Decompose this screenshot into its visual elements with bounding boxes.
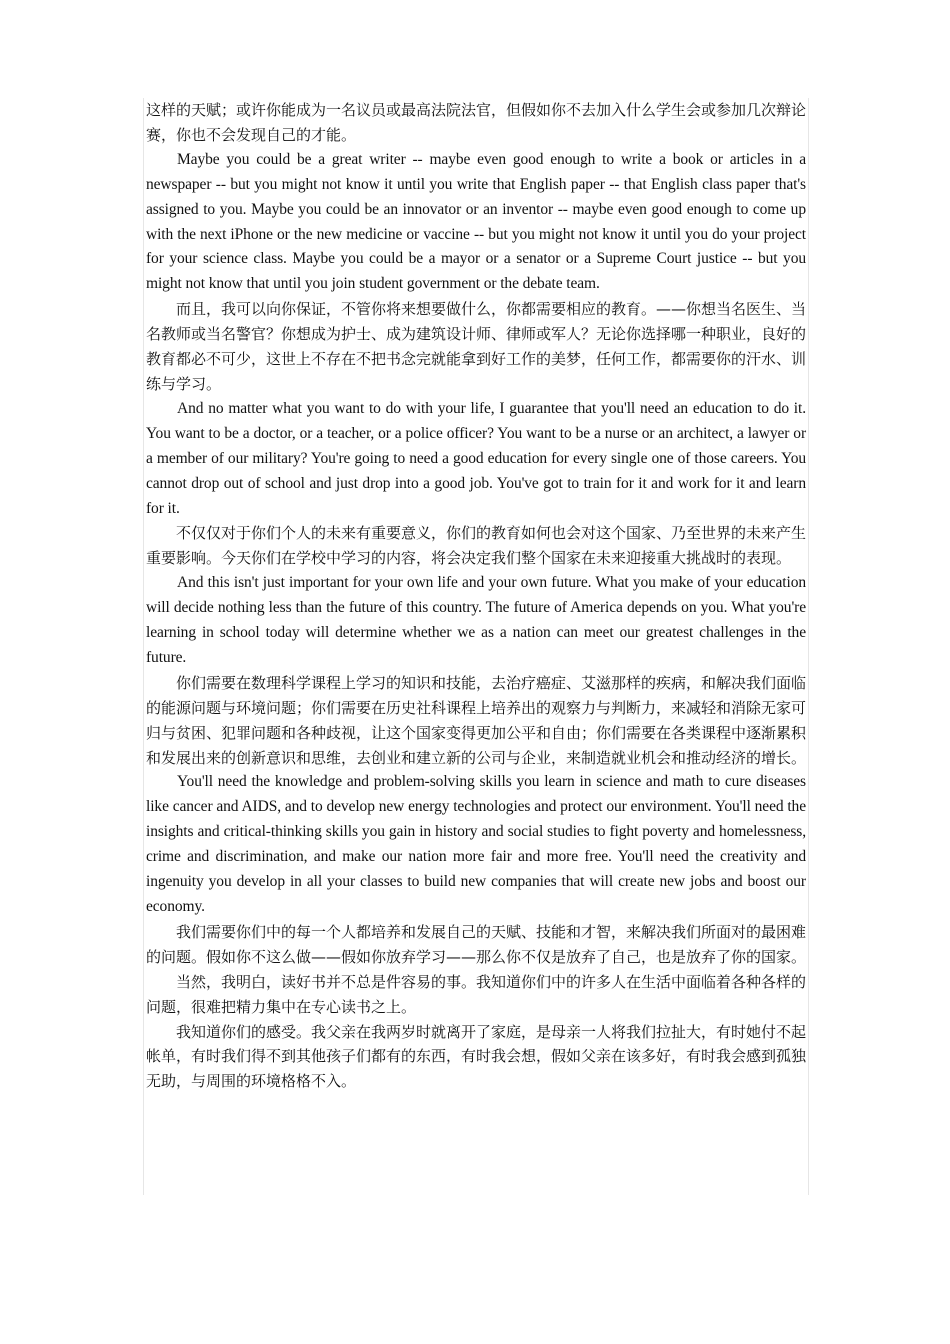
document-page <box>143 98 809 1195</box>
paragraph-en-3: And this isn't just important for your own life and your own future. What you make of your education will decide nothing less than the future of this country. The future of America depends on you. What you're learning in school today will determine whether we as a nation can meet our greatest challenges in the future. <box>146 574 806 666</box>
paragraph-zh-6: 当然，我明白，读好书并不总是件容易的事。我知道你们中的许多人在生活中面临着各种各样的问题，很难把精力集中在专心读书之上。 <box>146 972 807 1016</box>
paragraph-zh-5: 我们需要你们中的每一个人都培养和发展自己的天赋、技能和才智，来解决我们所面对的最困难的问题。假如你不这么做——假如你放弃学习——那么你不仅是放弃了自己，也是放弃了你的国家。 <box>146 922 807 966</box>
paragraph-zh-7: 我知道你们的感受。我父亲在我两岁时就离开了家庭，是母亲一人将我们拉扯大，有时她付不起帐单，有时我们得不到其他孩子们都有的东西，有时我会想，假如父亲在该多好，有时我会感到孤独无助，与周围的环境格格不入。 <box>146 1022 807 1091</box>
paragraph-zh-2: 而且，我可以向你保证，不管你将来想要做什么，你都需要相应的教育。——你想当名医生、当名教师或当名警官？你想成为护士、成为建筑设计师、律师或军人？无论你选择哪一种职业，良好的教育都必不可少，这世上不存在不把书念完就能拿到好工作的美梦，任何工作，都需要你的汗水、训练与学习。 <box>146 300 807 393</box>
paragraph-en-2: And no matter what you want to do with your life, I guarantee that you'll need an education to do it. You want to be a doctor, or a teacher, or a police officer? You want to be a nurse or an architect, a lawyer or a member of our military? You're going to need a good education for every single one of those careers. You cannot drop out of school and just drop into a good job. You've got to train for it and work for it and learn for it. <box>146 399 806 517</box>
paragraph-zh-1: 这样的天赋；或许你能成为一名议员或最高法院法官，但假如你不去加入什么学生会或参加几次辩论赛，你也不会发现自己的才能。 <box>146 101 807 144</box>
paragraph-zh-3: 不仅仅对于你们个人的未来有重要意义，你们的教育如何也会对这个国家、乃至世界的未来产生重要影响。今天你们在学校中学习的内容，将会决定我们整个国家在未来迎接重大挑战时的表现。 <box>146 524 807 568</box>
document-body <box>144 98 808 1094</box>
paragraph-zh-4: 你们需要在数理科学课程上学习的知识和技能，去治疗癌症、艾滋那样的疾病，和解决我们面临的能源问题与环境问题；你们需要在历史社科课程上培养出的观察力与判断力，来减轻和消除无家可归与贫困、犯罪问题和各种歧视，让这个国家变得更加公平和自由；你们需要在各类课程中逐渐累积和发展出来的创新意识和思维，去创业和建立新的公司与企业，来制造就业机会和推动经济的增长。 <box>146 673 807 767</box>
paragraph-en-4: You'll need the knowledge and problem-solving skills you learn in science and math to cure diseases like cancer and AIDS, and to develop new energy technologies and protect our environment. You'll need the insights and critical-thinking skills you gain in history and social studies to fight poverty and homelessness, crime and discrimination, and make our nation more fair and more free. You'll need the creativity and ingenuity you develop in all your classes to build new companies that will create new jobs and boost our economy. <box>146 773 806 915</box>
paragraph-en-1: Maybe you could be a great writer -- maybe even good enough to write a book or articles in a newspaper -- but you might not know it until you write that English paper -- that English class paper that's assigned to you. Maybe you could be an innovator or an inventor -- maybe even good enough to come up with the next iPhone or the new medicine or vaccine -- but you might not know it until you do your project for your science class. Maybe you could be a mayor or a senator or a Supreme Court justice -- but you might not know that until you join student government or the debate team. <box>146 150 806 293</box>
